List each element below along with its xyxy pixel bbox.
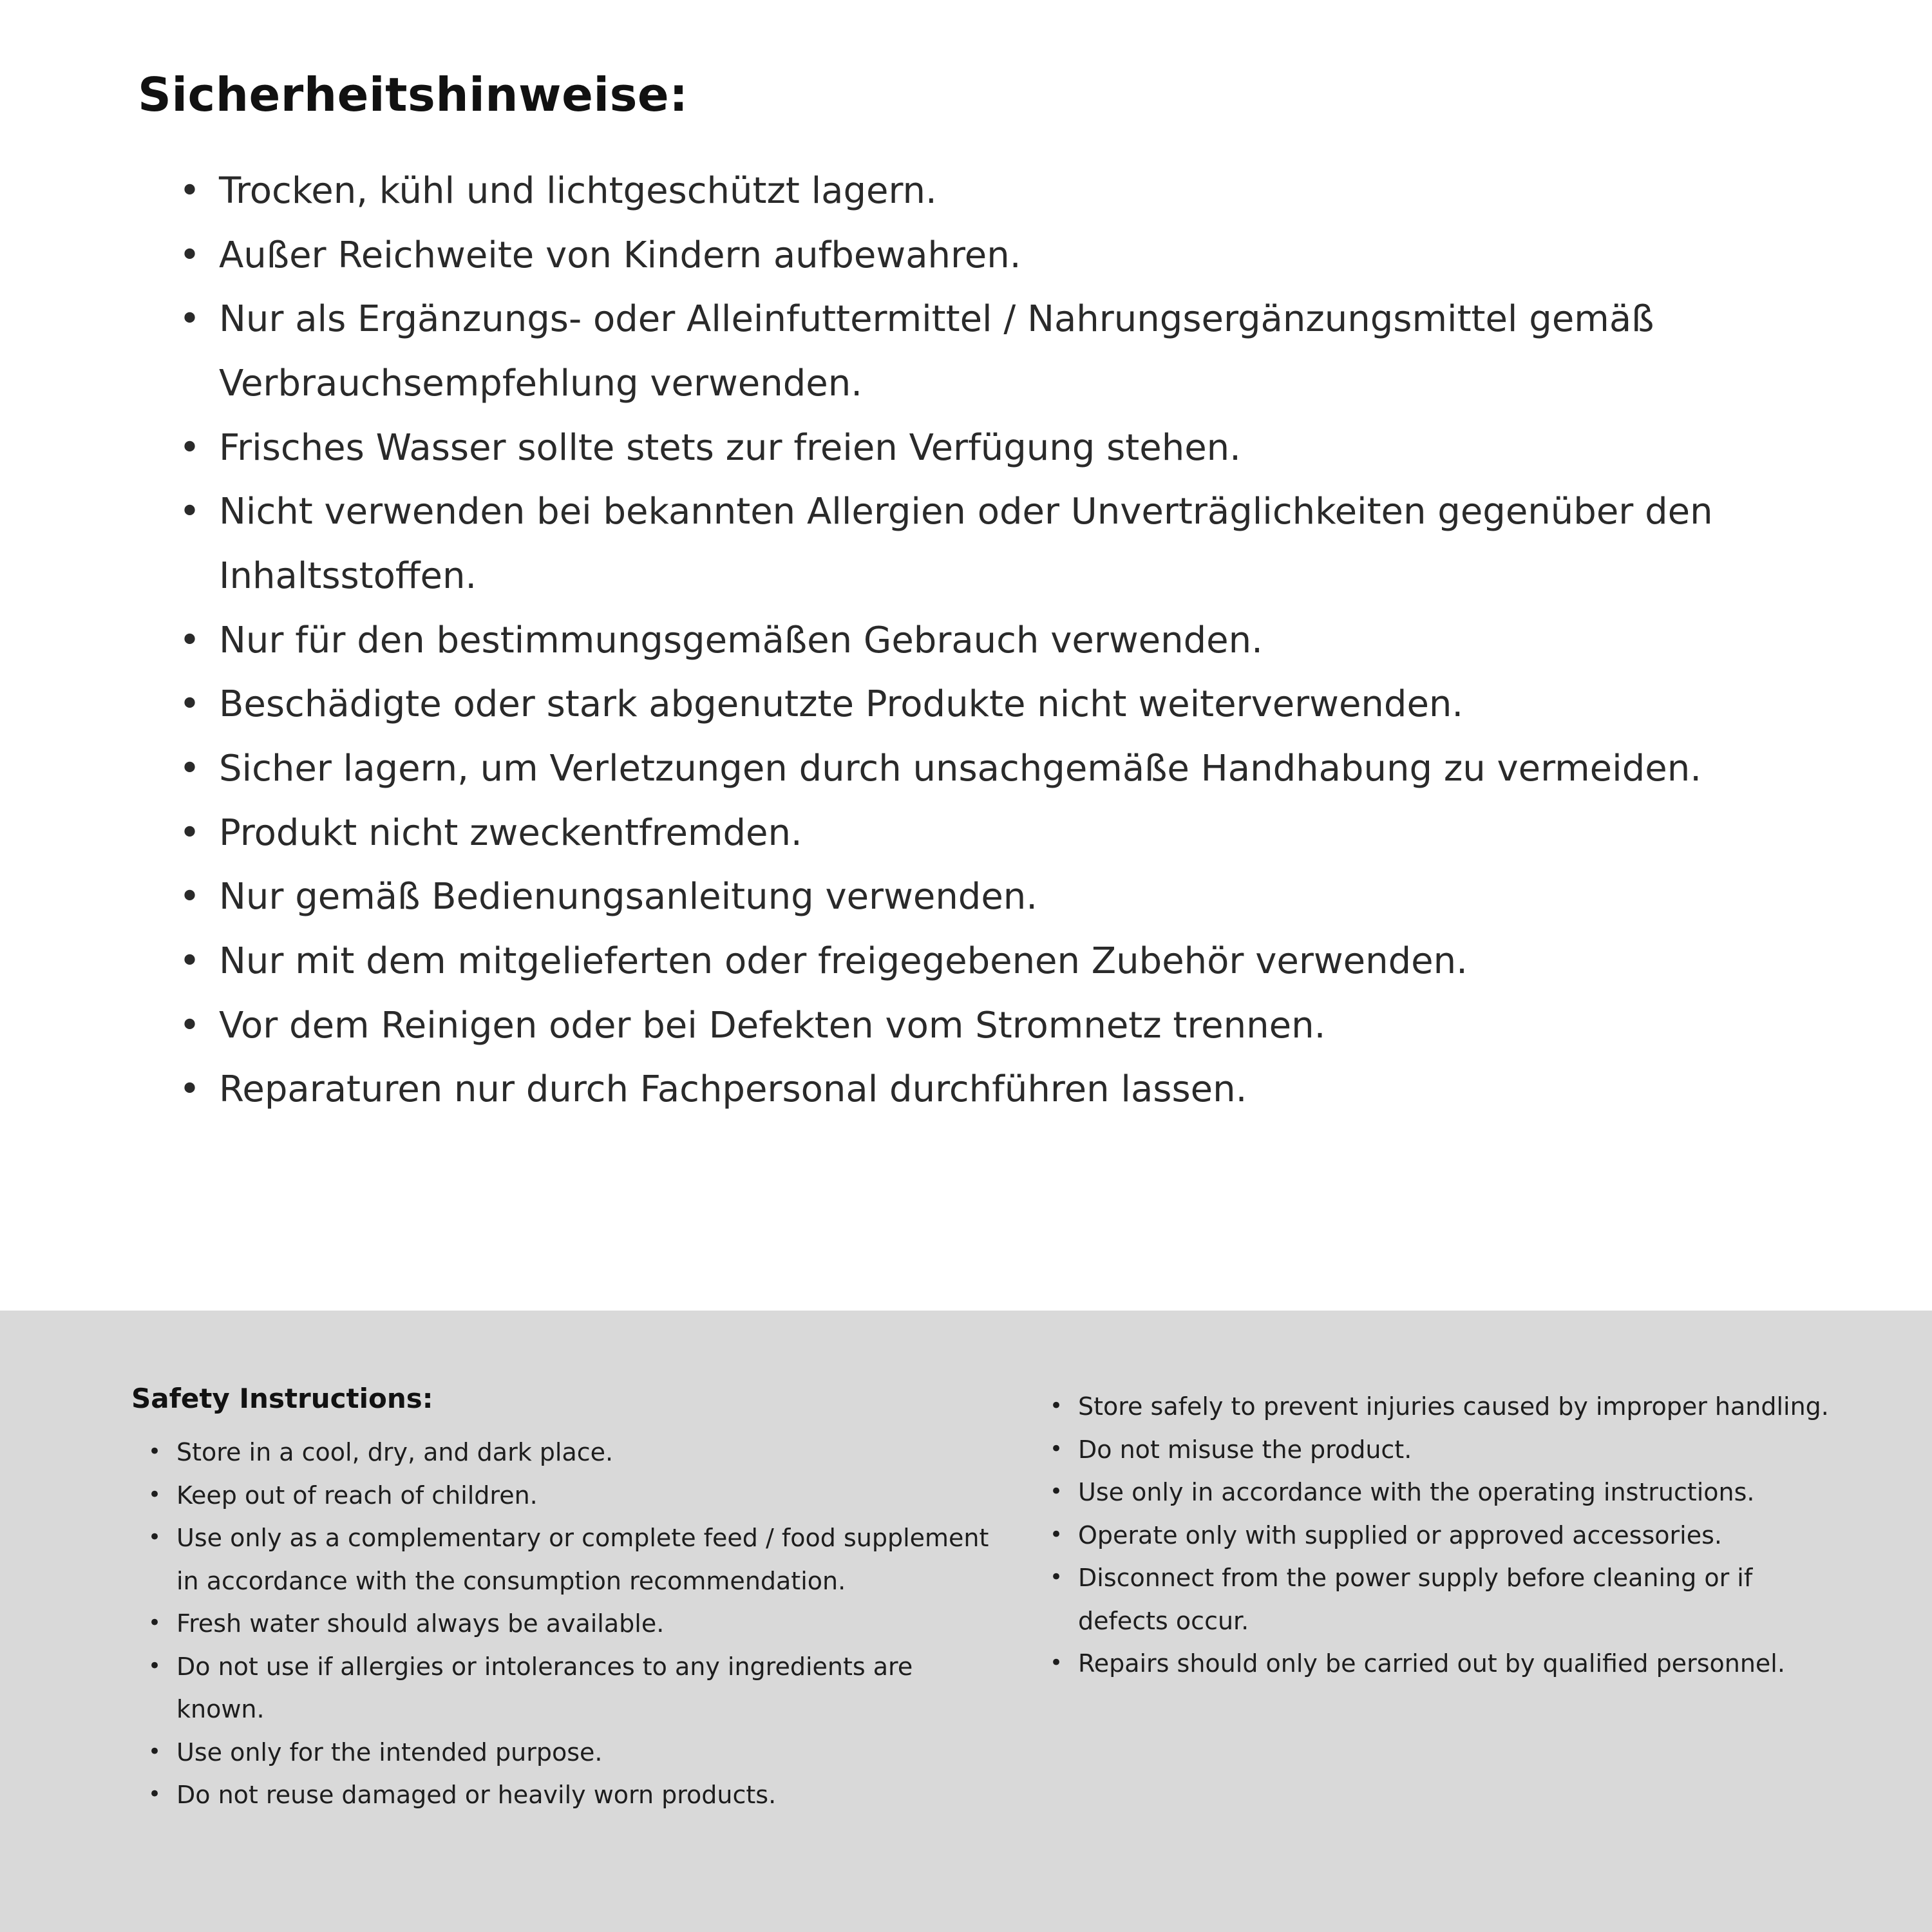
bullet-marker: • bbox=[179, 426, 201, 469]
list-item-text: Keep out of reach of children. bbox=[176, 1481, 538, 1510]
english-safety-section bbox=[0, 1311, 1932, 1932]
bullet-marker: • bbox=[179, 491, 201, 533]
list-item bbox=[179, 159, 1810, 223]
list-item bbox=[148, 1731, 1001, 1774]
list-item bbox=[148, 1645, 1001, 1731]
list-item-text: Do not misuse the product. bbox=[1078, 1435, 1412, 1464]
list-item-text: Trocken, kühl und lichtgeschützt lagern. bbox=[219, 170, 937, 212]
list-item bbox=[148, 1774, 1001, 1817]
list-item bbox=[1050, 1557, 1829, 1642]
list-item bbox=[179, 1057, 1810, 1122]
list-item bbox=[179, 929, 1810, 994]
list-item-text: Nur mit dem mitgelieferten oder freigegebenen Zubehör verwenden. bbox=[219, 940, 1468, 983]
list-item bbox=[148, 1431, 1001, 1474]
bullet-marker: • bbox=[148, 1481, 162, 1508]
list-item-text: Frisches Wasser sollte stets zur freien Verfügung stehen. bbox=[219, 426, 1241, 469]
list-item bbox=[1050, 1471, 1829, 1514]
list-item-text: Nur gemäß Bedienungsanleitung verwenden. bbox=[219, 876, 1038, 918]
bullet-marker: • bbox=[148, 1524, 162, 1550]
list-item-text: Use only for the intended purpose. bbox=[176, 1738, 603, 1766]
list-item bbox=[179, 672, 1810, 737]
english-section-title: Safety Instructions: bbox=[131, 1383, 433, 1414]
bullet-marker: • bbox=[1050, 1393, 1063, 1419]
english-columns bbox=[131, 1383, 1829, 1817]
list-item bbox=[179, 416, 1810, 480]
bullet-marker: • bbox=[148, 1781, 162, 1807]
english-left-column bbox=[131, 1383, 1001, 1817]
bullet-marker: • bbox=[179, 683, 201, 726]
bullet-marker: • bbox=[179, 298, 201, 341]
english-safety-list-right bbox=[1050, 1385, 1829, 1685]
bullet-marker: • bbox=[148, 1653, 162, 1679]
english-safety-list-left bbox=[148, 1431, 1001, 1817]
bullet-marker: • bbox=[1050, 1521, 1063, 1548]
list-item bbox=[179, 994, 1810, 1058]
list-item-text: Use only as a complementary or complete feed / food supplement in accordance with the consumption recommendation. bbox=[176, 1524, 989, 1595]
list-item bbox=[1050, 1385, 1829, 1428]
bullet-marker: • bbox=[179, 748, 201, 790]
bullet-marker: • bbox=[148, 1738, 162, 1765]
list-item-text: Store safely to prevent injuries caused by improper handling. bbox=[1078, 1392, 1829, 1421]
bullet-marker: • bbox=[148, 1439, 162, 1464]
list-item bbox=[179, 223, 1810, 288]
list-item-text: Do not reuse damaged or heavily worn products. bbox=[176, 1781, 777, 1809]
bullet-marker: • bbox=[179, 1004, 201, 1046]
bullet-marker: • bbox=[179, 1068, 201, 1111]
list-item-text: Vor dem Reinigen oder bei Defekten vom Stromnetz trennen. bbox=[219, 1004, 1326, 1046]
list-item-text: Do not use if allergies or intolerances to any ingredients are known. bbox=[176, 1652, 913, 1723]
list-item-text: Reparaturen nur durch Fachpersonal durchführen lassen. bbox=[219, 1068, 1247, 1111]
bullet-marker: • bbox=[1050, 1564, 1063, 1590]
list-item bbox=[179, 801, 1810, 866]
list-item bbox=[179, 287, 1810, 415]
list-item-text: Operate only with supplied or approved accessories. bbox=[1078, 1520, 1722, 1549]
list-item bbox=[179, 480, 1810, 608]
list-item bbox=[1050, 1428, 1829, 1472]
bullet-marker: • bbox=[179, 234, 201, 276]
german-section-title: Sicherheitshinweise: bbox=[138, 68, 688, 122]
bullet-marker: • bbox=[1050, 1435, 1063, 1462]
bullet-marker: • bbox=[179, 811, 201, 854]
list-item bbox=[148, 1474, 1001, 1517]
list-item-text: Außer Reichweite von Kindern aufbewahren. bbox=[219, 234, 1021, 276]
bullet-marker: • bbox=[179, 170, 201, 212]
list-item-text: Nur als Ergänzungs- oder Alleinfuttermittel / Nahrungsergänzungsmittel gemäß Verbrauchsempfehlung verwenden. bbox=[219, 298, 1654, 405]
list-item bbox=[1050, 1642, 1829, 1685]
list-item bbox=[179, 865, 1810, 929]
bullet-marker: • bbox=[1050, 1479, 1063, 1504]
german-safety-list bbox=[179, 159, 1810, 1122]
list-item bbox=[148, 1602, 1001, 1645]
list-item-text: Disconnect from the power supply before cleaning or if defects occur. bbox=[1078, 1564, 1753, 1635]
list-item bbox=[179, 609, 1810, 673]
list-item bbox=[148, 1517, 1001, 1602]
list-item-text: Nur für den bestimmungsgemäßen Gebrauch verwenden. bbox=[219, 619, 1263, 661]
list-item-text: Nicht verwenden bei bekannten Allergien oder Unverträglichkeiten gegenüber den Inhaltsstoffen. bbox=[219, 491, 1713, 598]
list-item-text: Beschädigte oder stark abgenutzte Produkte nicht weiterverwenden. bbox=[219, 683, 1464, 726]
bullet-marker: • bbox=[179, 619, 201, 661]
bullet-marker: • bbox=[148, 1610, 162, 1636]
list-item-text: Repairs should only be carried out by qualified personnel. bbox=[1078, 1649, 1785, 1678]
list-item-text: Use only in accordance with the operating instructions. bbox=[1078, 1478, 1755, 1506]
bullet-marker: • bbox=[1050, 1650, 1063, 1676]
list-item bbox=[1050, 1514, 1829, 1557]
list-item bbox=[179, 737, 1810, 801]
list-item-text: Fresh water should always be available. bbox=[176, 1609, 665, 1638]
list-item-text: Produkt nicht zweckentfremden. bbox=[219, 811, 802, 854]
list-item-text: Sicher lagern, um Verletzungen durch unsachgemäße Handhabung zu vermeiden. bbox=[219, 748, 1701, 790]
bullet-marker: • bbox=[179, 940, 201, 983]
english-right-column bbox=[1050, 1383, 1829, 1817]
list-item-text: Store in a cool, dry, and dark place. bbox=[176, 1438, 614, 1466]
bullet-marker: • bbox=[179, 876, 201, 918]
